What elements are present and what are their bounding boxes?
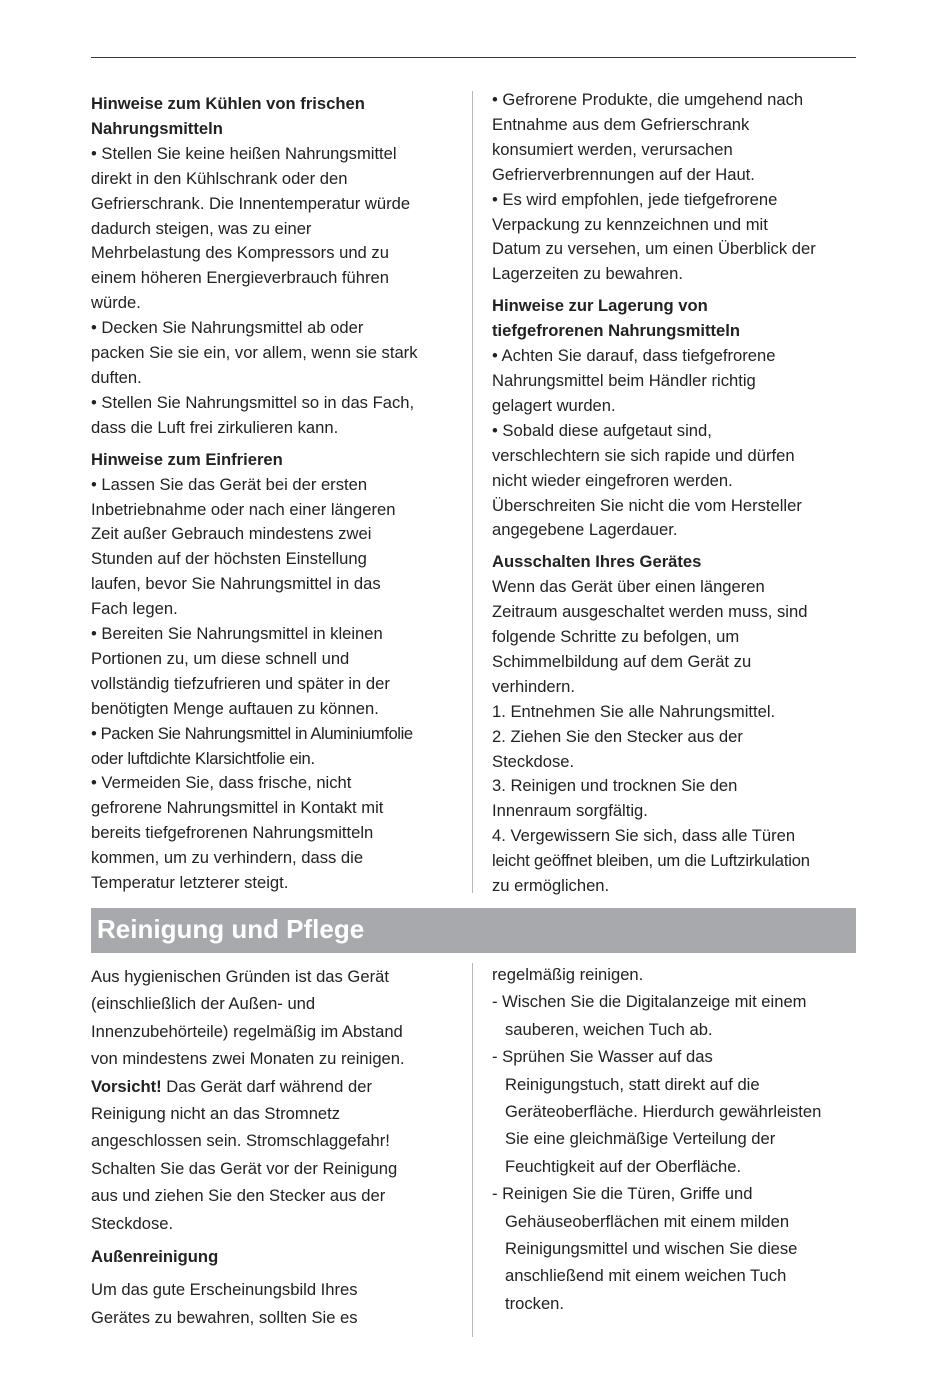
text-line: regelmäßig reinigen.	[492, 965, 644, 984]
text-line: verschlechtern sie sich rapide und dürfen	[492, 445, 795, 465]
text-line: kommen, um zu verhindern, dass die	[91, 848, 364, 868]
text-line: vollständig tiefzufrieren und später in der	[91, 673, 390, 693]
text-line: Reinigung nicht an das Stromnetz	[91, 1104, 341, 1124]
text-line: • Vermeiden Sie, dass frische, nicht	[91, 773, 352, 793]
text-line: konsumiert werden, verursachen	[492, 139, 733, 159]
text-line: • Packen Sie Nahrungsmittel in Aluminiumfolie	[91, 723, 413, 743]
text-line: Fach legen.	[91, 599, 178, 619]
text-line: leicht geöffnet bleiben, um die Luftzirkulation	[492, 851, 810, 871]
list-item	[492, 1180, 858, 1317]
text-line: Portionen zu, um diese schnell und	[91, 648, 350, 668]
paragraph-hygiene	[91, 963, 463, 1237]
heading-switch-off: Ausschalten Ihres Gerätes	[492, 552, 702, 572]
text-line: Schimmelbildung auf dem Gerät zu	[492, 651, 752, 671]
text-line: Mehrbelastung des Kompressors und zu	[91, 243, 389, 263]
column-divider	[472, 91, 473, 893]
text-line: benötigten Menge auftauen zu können.	[91, 698, 379, 718]
paragraph-storage	[492, 344, 858, 543]
text-line: trocken.	[505, 1293, 565, 1313]
text-line: folgende Schritte zu befolgen, um	[492, 627, 740, 647]
text-line: Innenraum sorgfältig.	[492, 801, 648, 821]
text-line: 4. Vergewissern Sie sich, dass alle Türen	[492, 826, 796, 846]
heading-line: Nahrungsmitteln	[91, 118, 223, 138]
paragraph-cooling	[91, 142, 463, 441]
text-line: Sie eine gleichmäßige Verteilung der	[505, 1129, 776, 1149]
paragraph-exterior	[91, 1276, 463, 1331]
text-line: • Sobald diese aufgetaut sind,	[492, 420, 712, 440]
text-line: gefrorene Nahrungsmittel in Kontakt mit	[91, 798, 384, 818]
text-line: Inbetriebnahme oder nach einer längeren	[91, 499, 396, 519]
text-line: Feuchtigkeit auf der Oberfläche.	[505, 1156, 742, 1176]
text-line: • Stellen Sie Nahrungsmittel so in das Fach,	[91, 392, 415, 412]
text-line: Datum zu versehen, um einen Überblick der	[492, 239, 816, 259]
text-line: • Decken Sie Nahrungsmittel ab oder	[91, 318, 364, 338]
text-line: Aus hygienischen Gründen ist das Gerät	[91, 967, 389, 986]
heading-freezing: Hinweise zum Einfrieren	[91, 449, 283, 469]
paragraph-frozen-products	[492, 88, 858, 287]
text-line: laufen, bevor Sie Nahrungsmittel in das	[91, 574, 381, 594]
heading-line: Hinweise zum Kühlen von frischen	[91, 94, 365, 113]
text-line: 1. Entnehmen Sie alle Nahrungsmittel.	[492, 701, 776, 721]
text-line: Schalten Sie das Gerät vor der Reinigung	[91, 1158, 398, 1178]
text-line: (einschließlich der Außen- und	[91, 994, 316, 1014]
text-line: • Lassen Sie das Gerät bei der ersten	[91, 474, 368, 494]
text-line: - Wischen Sie die Digitalanzeige mit einem	[492, 992, 807, 1012]
heading-line: Hinweise zur Lagerung von	[492, 296, 708, 316]
lower-left-column	[91, 963, 463, 1331]
text-line: verhindern.	[492, 676, 576, 696]
text-line: Entnahme aus dem Gefrierschrank	[492, 114, 750, 134]
list-item	[492, 1043, 858, 1180]
text-line: würde.	[91, 293, 141, 313]
text-line: • Bereiten Sie Nahrungsmittel in kleinen	[91, 624, 383, 644]
heading-storage	[492, 294, 858, 344]
text-line: sauberen, weichen Tuch ab.	[505, 1019, 713, 1039]
text-line: • Stellen Sie keine heißen Nahrungsmittel	[91, 143, 397, 163]
text-line: angeschlossen sein. Stromschlaggefahr!	[91, 1131, 390, 1151]
text-line: Zeitraum ausgeschaltet werden muss, sind	[492, 602, 808, 622]
text-line: 2. Ziehen Sie den Stecker aus der	[492, 726, 743, 746]
text-line: Steckdose.	[91, 1213, 174, 1233]
text-line: Gefrierschrank. Die Innentemperatur würde	[91, 193, 411, 213]
text-line: • Gefrorene Produkte, die umgehend nach	[492, 90, 804, 109]
warning-label: Vorsicht!	[91, 1076, 162, 1096]
text-line: aus und ziehen Sie den Stecker aus der	[91, 1186, 386, 1206]
text-line: Wenn das Gerät über einen längeren	[492, 577, 765, 597]
text-line: Verpackung zu kennzeichnen und mit	[492, 214, 768, 234]
text-line: Temperatur letzterer steigt.	[91, 873, 289, 893]
text-line: zu ermöglichen.	[492, 876, 610, 896]
text-line: - Sprühen Sie Wasser auf das	[492, 1047, 713, 1067]
top-rule	[91, 57, 856, 58]
text-line: Geräteoberfläche. Hierdurch gewährleisten	[505, 1102, 822, 1122]
text-line: • Es wird empfohlen, jede tiefgefrorene	[492, 189, 778, 209]
text-line: duften.	[91, 367, 142, 387]
text-line: Um das gute Erscheinungsbild Ihres	[91, 1280, 358, 1300]
text-line: 3. Reinigen und trocknen Sie den	[492, 776, 738, 796]
text-line: Gerätes zu bewahren, sollten Sie es	[91, 1307, 358, 1327]
heading-cooling	[91, 92, 463, 142]
lower-right-column	[492, 961, 858, 1317]
section-banner	[91, 908, 856, 953]
text-line: dadurch steigen, was zu einer	[91, 218, 312, 238]
text-line: Steckdose.	[492, 751, 575, 771]
text-line: Gehäuseoberflächen mit einem milden	[505, 1211, 790, 1231]
text-line: Lagerzeiten zu bewahren.	[492, 264, 683, 284]
text-line: von mindestens zwei Monaten zu reinigen.	[91, 1049, 405, 1069]
text-line: Das Gerät darf während der	[161, 1076, 372, 1096]
text-line: anschließend mit einem weichen Tuch	[505, 1266, 787, 1286]
column-divider-lower	[472, 963, 473, 1337]
text-line: dass die Luft frei zirkulieren kann.	[91, 417, 339, 437]
paragraph-switch-off	[492, 575, 858, 899]
text-line: Überschreiten Sie nicht die vom Hersteller	[492, 495, 802, 515]
upper-right-column	[492, 88, 858, 899]
text-line: Innenzubehörteile) regelmäßig im Abstand	[91, 1021, 403, 1041]
text-line: direkt in den Kühlschrank oder den	[91, 168, 348, 188]
text-line: gelagert wurden.	[492, 395, 616, 415]
text-line: oder luftdichte Klarsichtfolie ein.	[91, 748, 315, 768]
text-line: nicht wieder eingefroren werden.	[492, 470, 733, 490]
text-line: Nahrungsmittel beim Händler richtig	[492, 370, 756, 390]
text-line: einem höheren Energieverbrauch führen	[91, 268, 389, 288]
text-line: Reinigungsmittel und wischen Sie diese	[505, 1239, 798, 1259]
text-line: - Reinigen Sie die Türen, Griffe und	[492, 1184, 753, 1204]
text-line: angegebene Lagerdauer.	[492, 520, 678, 540]
list-item	[492, 988, 858, 1043]
text-line: Zeit außer Gebrauch mindestens zwei	[91, 524, 372, 544]
text-line: Stunden auf der höchsten Einstellung	[91, 549, 367, 569]
upper-left-column	[91, 92, 463, 896]
heading-exterior-cleaning: Außenreinigung	[91, 1247, 219, 1267]
text-line: • Achten Sie darauf, dass tiefgefrorene	[492, 346, 776, 366]
heading-line: tiefgefrorenen Nahrungsmitteln	[492, 321, 741, 341]
paragraph-freezing	[91, 473, 463, 896]
text-line: bereits tiefgefrorenen Nahrungsmitteln	[91, 823, 374, 843]
text-line: Gefrierverbrennungen auf der Haut.	[492, 164, 755, 184]
section-title: Reinigung und Pflege	[97, 914, 365, 944]
text-line: Reinigungstuch, statt direkt auf die	[505, 1074, 760, 1094]
text-line: packen Sie sie ein, vor allem, wenn sie stark	[91, 343, 418, 363]
